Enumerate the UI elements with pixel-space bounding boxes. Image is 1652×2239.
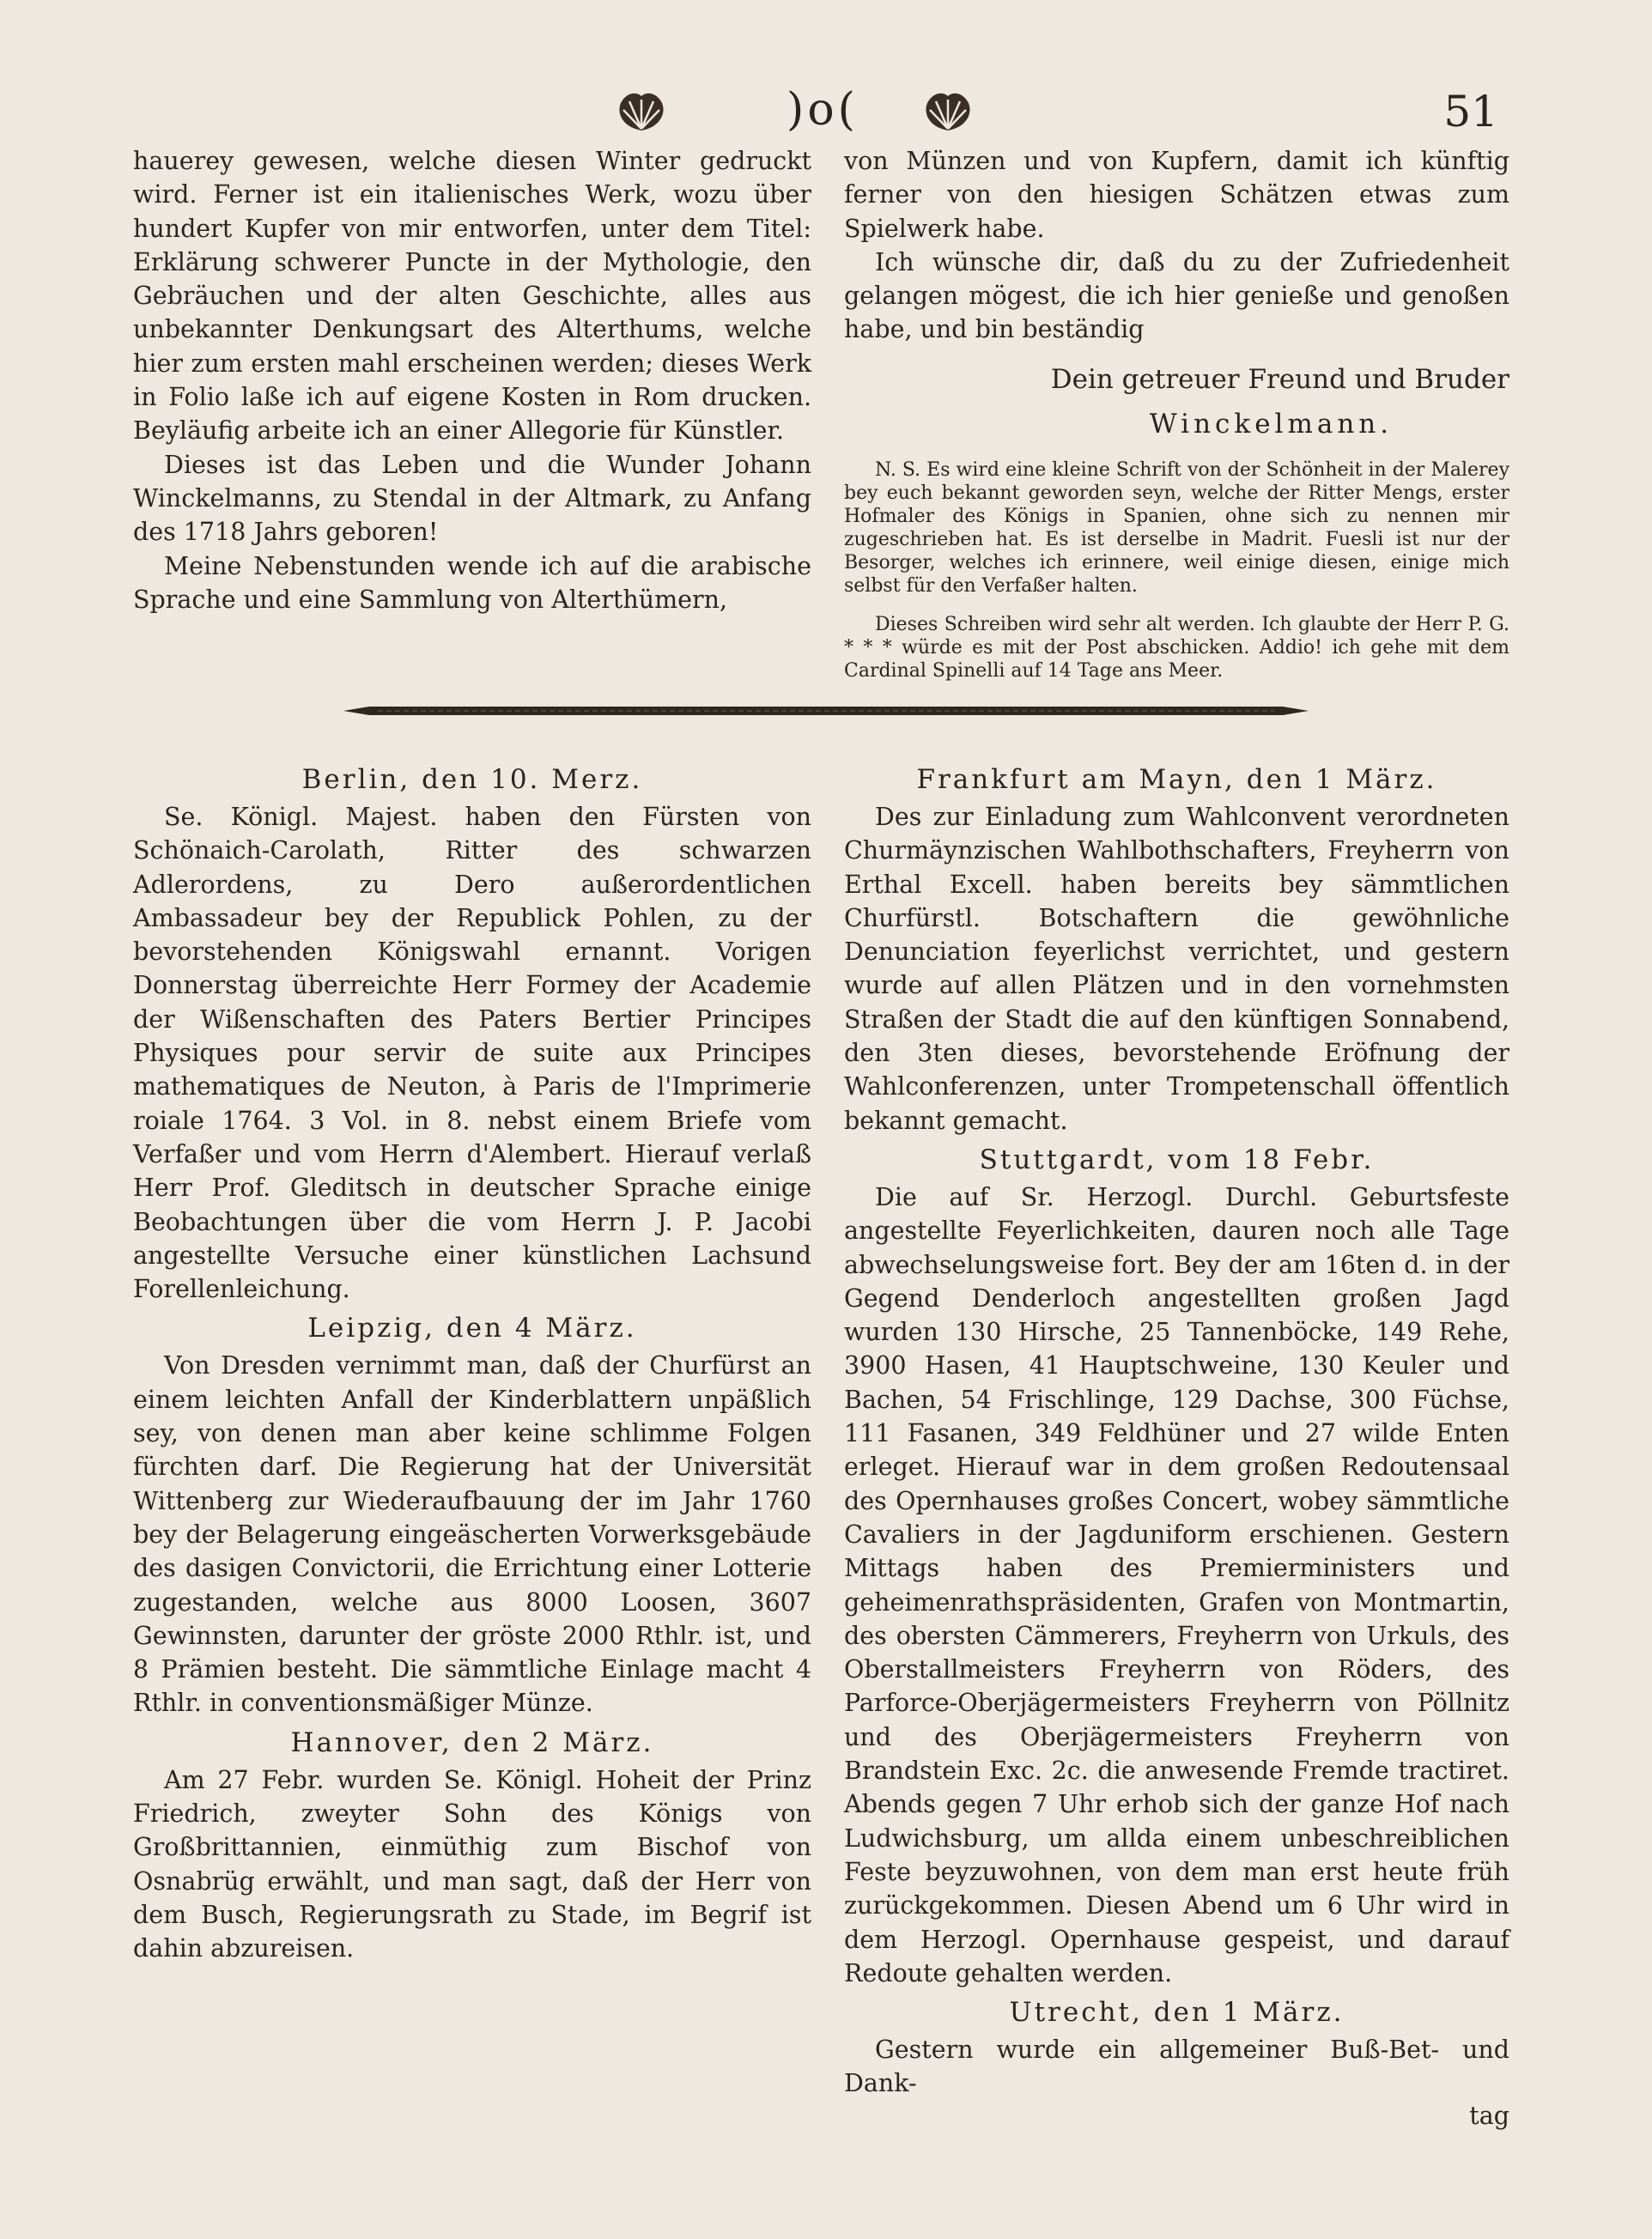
dateline-heading: Hannover, den 2 März. <box>290 1726 654 1758</box>
paragraph: hauerey gewesen, welche diesen Winter gedruckt wird. Ferner ist ein italienisches Werk, wozu über hundert Kupfer von mir entworfen, unter dem Titel: Erklärung schwerer Puncte in der Mythologie, den Gebräuchen und der alten Geschichte, alles aus unbekannter Denkungsart des Alterthums, welche hier zum ersten mahl erscheinen werden; dieses Werk in Folio laße ich auf eigene Kosten in Rom drucken. Beyläufig arbeite ich an einer Allegorie für Künstler. <box>133 147 811 446</box>
catchword: tag <box>1469 2101 1509 2130</box>
dateline-heading: Leipzig, den 4 März. <box>307 1313 637 1344</box>
article-text: Am 27 Febr. wurden Se. Königl. Hoheit der Prinz Friedrich, zweyter Sohn des Königs von Großbrittannien, einmüthig zum Bischof von Osnabrüg erwählt, und man sagt, daß der Herr von dem Busch, Regierungsrath zu Stade, im Begrif ist dahin abzureisen. <box>133 1765 811 1963</box>
page-header <box>0 82 1652 143</box>
article-text: Se. Königl. Majest. haben den Fürsten von Schönaich-Carolath, Ritter des schwarzen Adlerordens, zu Dero außerordentlichen Ambassadeur bey der Republick Pohlen, zu der bevorstehenden Königswahl ernannt. Vorigen Donnerstag überreichte Herr Formey der Academie der Wißenschaften des Paters Bertier Principes Physiques pour servir de suite aux Principes mathematiques de Neuton, à Paris de l'Imprimerie roiale 1764. 3 Vol. in 8. nebst einem Briefe vom Verfaßer und vom Herrn d'Alembert. Hierauf verlaß Herr Prof. Gleditsch in deutscher Sprache einige Beobachtungen über die vom Herrn J. P. Jacobi angestellte Versuche einer künstlichen Lachsund Forellenleichung. <box>133 803 811 1304</box>
paragraph: Dieses ist das Leben und die Wunder Johann Winckelmanns, zu Stendal in der Altmark, zu Anfang des 1718 Jahrs geboren! <box>133 450 811 547</box>
top-right-column <box>844 144 1509 683</box>
dateline-heading: Frankfurt am Mayn, den 1 März. <box>916 764 1437 795</box>
shell-ornament-icon <box>920 88 975 134</box>
section-divider-rule <box>343 702 1309 719</box>
top-left-column <box>133 144 811 616</box>
paragraph: Ich wünsche dir, daß du zu der Zufriedenheit gelangen mögest, die ich hier genieße und genoßen habe, und bin beständig <box>844 247 1509 344</box>
letter-closing: Dein getreuer Freund und Bruder <box>1050 363 1509 395</box>
postscript: N. S. Es wird eine kleine Schrift von der Schönheit in der Malerey bey euch bekannt geworden seyn, welche der Ritter Mengs, erster Hofmaler des Königs in Spanien, ohne sich zu nennen mir zugeschrieben hat. Es ist derselbe in Madrit. Fuesli ist nur der Besorger, welches ich erinnere, weil einige diesen, einige mich selbst für den Verfaßer halten. <box>844 458 1509 597</box>
bottom-right-column <box>844 757 1509 2132</box>
article-text: Die auf Sr. Herzogl. Durchl. Geburtsfeste angestellte Feyerlichkeiten, dauren noch alle Tage abwechselungsweise fort. Bey der am 16ten d. in der Gegend Denderloch angestellten großen Jagd wurden 130 Hirsche, 25 Tannenböcke, 149 Rehe, 3900 Hasen, 41 Hauptschweine, 130 Keuler und Bachen, 54 Frischlinge, 129 Dachse, 300 Füchse, 111 Fasanen, 349 Feldhüner und 27 wilde Enten erleget. Hierauf war in dem großen Redoutensaal des Opernhauses großes Concert, wobey sämmtliche Cavaliers in der Jagduniform erschienen. Gestern Mittags haben des Premierministers und geheimenrathspräsidenten, Grafen von Montmartin, des obersten Cämmerers, Freyherrn von Urkuls, des Oberstallmeisters Freyherrn von Röders, des Parforce-Oberjägermeisters Freyherrn von Pöllnitz und des Oberjägermeisters Freyherrn von Brandstein Exc. 2c. die anwesende Fremde tractiret. Abends gegen 7 Uhr erhob sich der ganze Hof nach Ludwichsburg, um allda einem unbeschreiblichen Feste beyzuwohnen, von dem man erst heute früh zurückgekommen. Diesen Abend um 6 Uhr wird in dem Herzogl. Opernhause gespeist, und darauf Redoute gehalten werden. <box>844 1182 1509 1987</box>
letter-signature: Winckelmann. <box>1149 408 1394 440</box>
shell-ornament-icon <box>614 88 669 134</box>
paragraph: Meine Nebenstunden wende ich auf die arabische Sprache und eine Sammlung von Alterthümern, <box>133 551 811 614</box>
dateline-heading: Berlin, den 10. Merz. <box>301 764 643 795</box>
dateline-heading: Utrecht, den 1 März. <box>1009 1997 1345 2029</box>
header-ornament-text: )o( <box>787 84 859 136</box>
article-text: Des zur Einladung zum Wahlconvent verordneten Churmäynzischen Wahlbothschafters, Freyherrn von Erthal Excell. haben bereits bey sämmtlichen Churfürstl. Botschaftern die gewöhnliche Denunciation feyerlichst verrichtet, und gestern wurde auf allen Plätzen und in den vornehmsten Straßen der Stadt die auf den künftigen Sonnabend, den 3ten dieses, bevorstehende Eröfnung der Wahlconferenzen, unter Trompetenschall öffentlich bekannt gemacht. <box>844 803 1509 1135</box>
postscript: Dieses Schreiben wird sehr alt werden. Ich glaubte der Herr P. G. * * * würde es mit der Post abschicken. Addio! ich gehe mit dem Cardinal Spinelli auf 14 Tage ans Meer. <box>844 613 1509 682</box>
paragraph: von Münzen und von Kupfern, damit ich künftig ferner von den hiesigen Schätzen etwas zum Spielwerk habe. <box>844 147 1509 243</box>
article-text: Von Dresden vernimmt man, daß der Churfürst an einem leichten Anfall der Kinderblattern unpäßlich sey, von denen man aber keine schlimme Folgen fürchten darf. Die Regierung hat der Universität Wittenberg zur Wiederaufbauung der im Jahr 1760 bey der Belagerung eingeäscherten Vorwerksgebäude des dasigen Convictorii, die Errichtung einer Lotterie zugestanden, welche aus 8000 Loosen, 3607 Gewinnsten, darunter der gröste 2000 Rthlr. ist, und 8 Prämien besteht. Die sämmtliche Einlage macht 4 Rthlr. in conventionsmäßiger Münze. <box>133 1351 811 1718</box>
article-text: Gestern wurde ein allgemeiner Buß-Bet- und Dank- <box>844 2036 1509 2098</box>
page-number: 51 <box>1443 87 1498 137</box>
bottom-left-column <box>133 757 811 1966</box>
dateline-heading: Stuttgardt, vom 18 Febr. <box>979 1144 1375 1175</box>
